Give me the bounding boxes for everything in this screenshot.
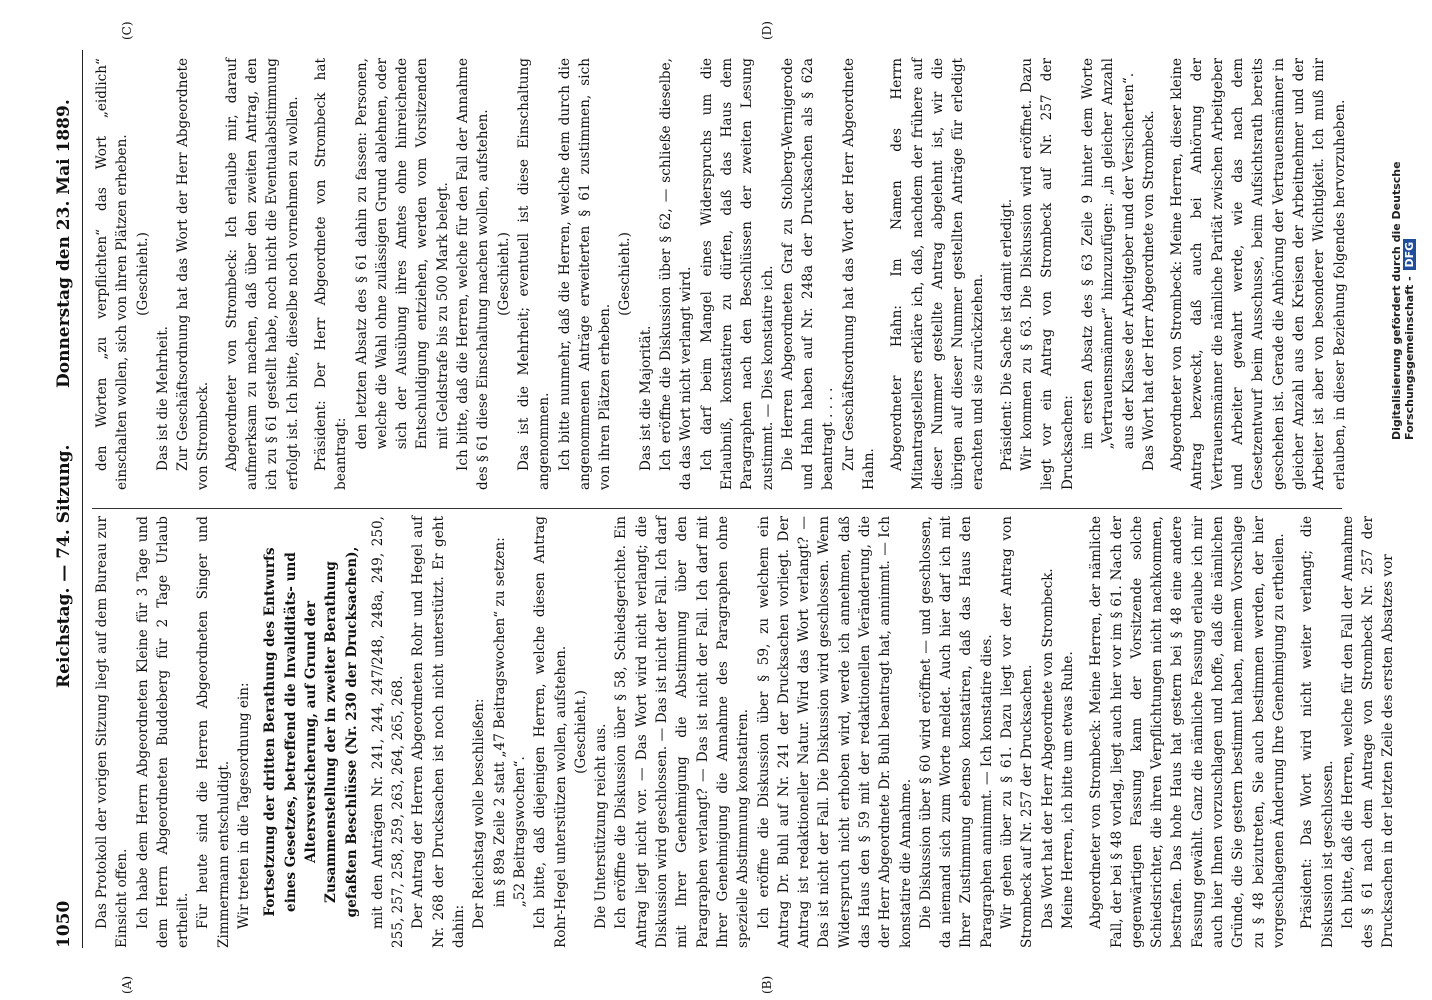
paragraph: Präsident: Die Sache ist damit erledigt.: [998, 198, 1015, 471]
paragraph: Zur Geschäftsordnung hat das Wort der Herr Abgeordnete von Strombeck.: [175, 58, 212, 490]
paragraph: Wir gehen über zu § 61. Dazu liegt vor der Antrag von Strombeck auf Nr. 257 der Drucksachen.: [999, 516, 1036, 948]
paragraph: Die Unterstützung reicht aus.: [593, 723, 610, 929]
margin-marker-d: (D): [760, 21, 774, 40]
paragraph: Präsident: Der Herr Abgeordnete von Strombeck hat beantragt:: [312, 58, 350, 490]
right-column: [92, 58, 1348, 490]
paragraph: Das Protokoll der vorigen Sitzung liegt auf dem Bureau zur Einsicht offen.: [94, 516, 131, 948]
paragraph: Zur Geschäftsordnung hat das Wort der Herr Abgeordnete Hahn.: [840, 58, 877, 490]
paragraph: Das ist die Mehrheit; eventuell ist diese Einschaltung angenommen.: [515, 58, 553, 490]
stage-direction: (Geschieht.): [134, 232, 151, 316]
paragraph: Der Reichstag wolle beschließen:: [471, 698, 488, 929]
paragraph: Wir kommen zu § 63. Die Diskussion wird eröffnet. Dazu liegt vor ein Antrag von Strombeck auf Nr. 257 der Drucksachen:: [1019, 58, 1076, 490]
paragraph: Präsident: Das Wort wird nicht weiter verlangt; die Diskussion ist geschlossen.: [1299, 516, 1336, 948]
dfg-logo: DFG: [1403, 239, 1416, 271]
paragraph: Das Wort hat der Herr Abgeordnete von Strombeck.: [1140, 110, 1157, 471]
paragraph: mit den Anträgen Nr. 241, 244, 247/248, 248a, 249, 250, 255, 257, 258, 259, 263, 264, 265, 268.: [369, 516, 407, 948]
credit-text: Digitalisierung gefördert durch die Deutsche Forschungsgemeinschaft -: [1390, 161, 1416, 440]
paragraph: Ich bitte, daß diejenigen Herren, welche diesen Antrag Rohr-Hegel unterstützen wollen, aufstehen.: [532, 516, 569, 948]
paragraph: Für heute sind die Herren Abgeordneten Singer und Zimmermann entschuldigt.: [195, 516, 232, 948]
paragraph: Ich bitte nunmehr, daß die Herren, welche dem durch die angenommenen Anträge erweiterten § 61 zustimmen, sich von ihren Plätzen erheben.: [556, 58, 614, 490]
session-date: Donnerstag den 23. Mai 1889.: [54, 99, 74, 388]
paragraph: im ersten Absatz des § 63 Zeile 9 hinter dem Worte „Vertrauensmänner“ hinzuzufügen: „in gleicher Anzahl aus der Klasse der Arbeitgeber und der Versicherten“.: [1079, 58, 1137, 450]
paragraph: Ich bitte, daß die Herren, welche für den Fall der Annahme des § 61 diese Einschaltung machen wollen, aufstehen.: [455, 58, 492, 490]
margin-marker-b: (B): [760, 975, 774, 994]
stage-direction: (Geschieht.): [617, 232, 634, 316]
paragraph: Meine Herren, ich bitte um etwas Ruhe.: [1059, 651, 1076, 929]
paragraph: Abgeordneter von Strombeck: Meine Herren, der nämliche Fall, der bei § 48 vorlag, liegt auch hier vor im § 61. Nach der gegenwärtigen Fassung kann der Vorsitzende solche Schiedsrichter, die ihren Verpflichtungen nicht nachkommen, bestrafen. Das hohe Haus hat gestern bei § 48 eine andere Fassung gewählt. Ganz die nämliche Fassung erlaube ich mir auch hier Ihnen vorzuschlagen und hoffe, daß die nämlichen Gründe, die Sie gestern bestimmt haben, meinem Vorschlage zu § 48 beizutreten, Sie auch bestimmen werden, der hier vorgeschlagenen Änderung Ihre Genehmigung zu ertheilen.: [1088, 516, 1287, 948]
page-number: 1050: [54, 900, 74, 948]
paragraph: Abgeordneter von Strombeck: Ich erlaube mir, darauf aufmerksam zu machen, daß über den zweiten Antrag, den ich zu § 61 gestellt habe, noch nicht die Eventualabstimmung erfolgt ist. Ich bitte, dieselbe noch vornehmen zu wollen.: [223, 58, 301, 490]
stage-direction: (Geschieht.): [572, 690, 589, 774]
agenda-heading: Fortsetzung der dritten Berathung des Entwurfs eines Gesetzes, betreffend die Invaliditäts- und Altersversicherung, auf Grund der Zusammenstellung der in zweiter Berathung gefaßten Beschlüsse (Nr. 230 der Drucksachen),: [262, 546, 360, 918]
paragraph: Ich eröffne die Diskussion über § 59, zu welchem ein Antrag Dr. Buhl auf Nr. 241 der Drucksachen vorliegt. Der Antrag ist redaktioneller Natur. Wird das Wort verlangt? — Das ist nicht der Fall. Die Diskussion wird geschlossen. Wenn Widerspruch nicht erhoben wird, werde ich annehmen, daß das Haus den § 59 mit der redaktionellen Veränderung, die der Herr Abgeordnete Dr. Buhl beantragt hat, annimmt. — Ich konstatire die Annahme.: [755, 516, 914, 948]
paragraph: Das Wort hat der Herr Abgeordnete von Strombeck.: [1039, 568, 1056, 929]
paragraph: Abgeordneter Hahn: Im Namen des Herrn Mitantragstellers erkläre ich, daß, nachdem der frühere auf dieser Nummer gestellte Antrag abgelehnt ist, wir die übrigen auf dieser Nummer gestellten Anträge für erledigt erachten und sie zurückziehen.: [889, 58, 987, 490]
session-title: Reichstag. — 74. Sitzung.: [54, 444, 74, 688]
digitization-credit: [1390, 20, 1416, 440]
paragraph: Das ist die Majorität.: [637, 325, 654, 471]
paragraph: Das ist die Mehrheit.: [154, 325, 171, 471]
paragraph: den letzten Absatz des § 61 dahin zu fassen: Personen, welche die Wahl ohne zulässigen Grund ablehnen, oder sich der Ausübung ihres Amtes ohne hinreichende Entschuldigung entziehen, werden vom Vorsitzenden mit Geldstrafe bis zu 500 Mark belegt.: [353, 58, 451, 450]
left-column: [92, 516, 1397, 948]
paragraph: Ich eröffne die Diskussion über § 62, — schließe dieselbe, da das Wort nicht verlangt wird.: [658, 58, 695, 490]
paragraph: Ich bitte, daß die Herren, welche für den Fall der Annahme des § 61 nach dem Antrage von Strombeck Nr. 257 der Drucksachen in der letzten Zeile des ersten Absatzes vor: [1339, 516, 1397, 948]
paragraph: Die Herren Abgeordneten Graf zu Stolberg-Wernigerode und Hahn haben auf Nr. 248a der Drucksachen als § 62a beantragt . . . .: [779, 58, 837, 490]
paragraph: Ich eröffne die Diskussion über § 58, Schiedsgerichte. Ein Antrag liegt nicht vor. — Das Wort wird nicht verlangt; die Diskussion wird geschlossen. — Das ist nicht der Fall. Ich darf mit Ihrer Genehmigung die Abstimmung über den Paragraphen verlangt? — Das ist nicht der Fall. Ich darf mit Ihrer Genehmigung die Annahme des Paragraphen ohne spezielle Abstimmung konstatiren.: [613, 516, 752, 948]
page-header: [48, 50, 83, 948]
paragraph: Ich darf beim Mangel eines Widerspruchs um die Erlaubniß, konstatiren zu dürfen, daß das Haus dem Paragraphen nach den Beschlüssen der zweiten Lesung zustimmt. — Dies konstatire ich.: [698, 58, 776, 490]
margin-marker-a: (A): [120, 975, 134, 994]
paragraph: Abgeordneter von Strombeck: Meine Herren, dieser kleine Antrag bezweckt, daß auch bei Anhörung der Vertrauensmänner die nämliche Parität zwischen Arbeitgeber und Arbeiter gewahrt werde, wie das nach dem Gesetzentwurf beim Ausschusse, beim Aufsichtsrath bereits geschehen ist. Gerade die Anhörung der Vertrauensmänner in gleicher Anzahl aus den Kreisen der Arbeitnehmer und der Arbeiter ist aber von besonderer Wichtigkeit. Ich muß mir erlauben, in dieser Beziehung folgendes hervorzuheben.: [1169, 58, 1348, 490]
paragraph: „52 Beitragswochen“.: [511, 756, 528, 908]
paragraph: den Worten „zu verpflichten“ das Wort „eidlich“ einschalten wollen, sich von ihren Plätzen erheben.: [94, 58, 131, 490]
paragraph: Wir treten in die Tagesordnung ein:: [236, 682, 253, 929]
paragraph: Ich habe dem Herrn Abgeordneten Kleine für 3 Tage und dem Herrn Abgeordneten Buddeberg für 2 Tage Urlaub ertheilt.: [134, 516, 192, 948]
stage-direction: (Geschieht.): [495, 232, 512, 316]
column-divider: [92, 508, 1342, 509]
paragraph: Der Antrag der Herren Abgeordneten Rohr und Hegel auf Nr. 268 der Drucksachen ist noch nicht unterstützt. Er geht dahin:: [410, 516, 468, 948]
paragraph: Die Diskussion über § 60 wird eröffnet — und geschlossen, da niemand sich zum Worte meldet. Auch hier darf ich mit Ihrer Zustimmung ebenso konstatiren, daß das Haus den Paragraphen annimmt. — Ich konstatire dies.: [917, 516, 995, 948]
paragraph: im § 89a Zeile 2 statt „47 Beitragswochen“ zu setzen:: [491, 537, 508, 908]
margin-marker-c: (C): [120, 21, 134, 40]
